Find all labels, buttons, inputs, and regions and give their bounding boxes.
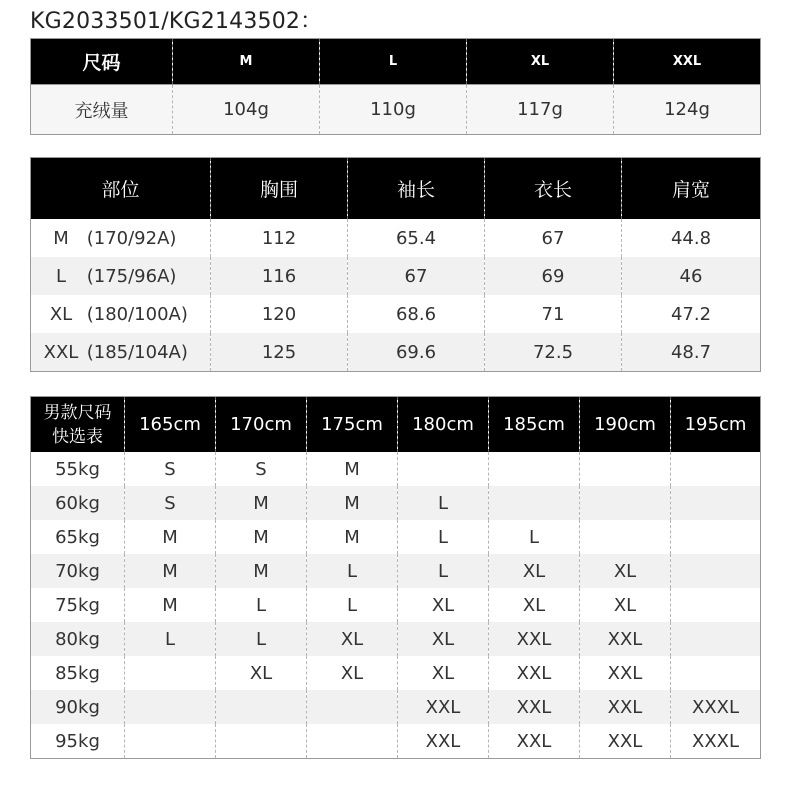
height-header: 195cm — [671, 397, 761, 453]
table-row — [31, 219, 761, 257]
size-cell — [216, 724, 307, 759]
size-cell — [580, 486, 671, 520]
size-label: XXL — [43, 341, 79, 363]
size-cell: XL — [398, 656, 489, 690]
table-row — [31, 486, 761, 520]
measurement-table — [30, 157, 761, 372]
size-cell: XXL — [580, 622, 671, 656]
header-length: 衣长 — [485, 158, 622, 220]
size-cell: XL — [489, 554, 580, 588]
size-cell — [489, 486, 580, 520]
shoulder-value: 47.2 — [622, 295, 761, 333]
spec-label: (175/96A) — [86, 265, 177, 287]
header-sleeve: 袖长 — [348, 158, 485, 220]
sleeve-value: 65.4 — [348, 219, 485, 257]
size-cell — [398, 452, 489, 486]
size-cell: M — [307, 452, 398, 486]
size-cell: XXL — [489, 622, 580, 656]
size-cell: XXL — [398, 724, 489, 759]
table-row — [31, 452, 761, 486]
size-label: XL — [49, 303, 73, 325]
length-value: 71 — [485, 295, 622, 333]
size-cell: XXL — [580, 724, 671, 759]
page-title: KG2033501/KG2143502： — [30, 9, 323, 34]
height-header: 165cm — [125, 397, 216, 453]
table-row — [31, 520, 761, 554]
size-spec-cell — [31, 219, 211, 257]
size-spec-cell — [31, 295, 211, 333]
size-cell: XL — [398, 588, 489, 622]
table-row — [31, 588, 761, 622]
size-cell — [671, 588, 761, 622]
corner-line-2: 快选表 — [52, 426, 103, 447]
weight-label: 95kg — [31, 724, 125, 759]
corner-line-1: 男款尺码 — [43, 402, 112, 423]
size-cell: M — [307, 486, 398, 520]
size-cell: L — [489, 520, 580, 554]
fill-value-xl: 117g — [467, 85, 614, 135]
weight-label: 55kg — [31, 452, 125, 486]
weight-label: 60kg — [31, 486, 125, 520]
size-spec-cell — [31, 257, 211, 295]
spec-label: (185/104A) — [86, 341, 188, 363]
size-cell: M — [125, 520, 216, 554]
fill-header-row — [31, 39, 761, 85]
table-row — [31, 295, 761, 333]
size-cell: S — [216, 452, 307, 486]
size-cell: XXL — [398, 690, 489, 724]
size-cell: XL — [489, 588, 580, 622]
size-cell: S — [125, 452, 216, 486]
size-cell: XL — [580, 588, 671, 622]
table-row — [31, 257, 761, 295]
size-cell: XXL — [489, 690, 580, 724]
size-cell — [671, 520, 761, 554]
size-cell — [125, 690, 216, 724]
table-row — [31, 656, 761, 690]
fill-row-label: 充绒量 — [31, 85, 173, 135]
weight-label: 90kg — [31, 690, 125, 724]
fill-value-row — [31, 85, 761, 135]
shoulder-value: 44.8 — [622, 219, 761, 257]
fill-weight-table — [30, 38, 761, 135]
size-header: 尺码 — [31, 39, 173, 85]
table-row — [31, 690, 761, 724]
table-row — [31, 724, 761, 759]
height-header: 185cm — [489, 397, 580, 453]
sleeve-value: 68.6 — [348, 295, 485, 333]
table-row — [31, 333, 761, 372]
header-part: 部位 — [31, 158, 211, 220]
shoulder-value: 46 — [622, 257, 761, 295]
sleeve-value: 69.6 — [348, 333, 485, 372]
size-m: M — [173, 39, 320, 85]
size-cell: M — [216, 520, 307, 554]
size-cell: L — [307, 554, 398, 588]
size-cell — [671, 486, 761, 520]
header-chest: 胸围 — [211, 158, 348, 220]
size-cell — [671, 622, 761, 656]
size-cell — [580, 452, 671, 486]
size-cell: L — [398, 554, 489, 588]
size-cell — [125, 724, 216, 759]
size-cell: L — [125, 622, 216, 656]
height-header: 190cm — [580, 397, 671, 453]
height-header: 170cm — [216, 397, 307, 453]
quick-header-row — [31, 397, 761, 453]
weight-label: 70kg — [31, 554, 125, 588]
size-cell: M — [125, 588, 216, 622]
size-cell: L — [216, 622, 307, 656]
size-cell: M — [307, 520, 398, 554]
size-cell: L — [216, 588, 307, 622]
corner-header — [31, 397, 125, 453]
size-cell: M — [125, 554, 216, 588]
chest-value: 112 — [211, 219, 348, 257]
size-cell: XXL — [489, 656, 580, 690]
size-cell: M — [216, 554, 307, 588]
size-cell: XL — [398, 622, 489, 656]
quick-size-table — [30, 396, 761, 759]
chest-value: 120 — [211, 295, 348, 333]
measurement-header-row — [31, 158, 761, 220]
weight-label: 80kg — [31, 622, 125, 656]
size-label: M — [53, 227, 69, 249]
length-value: 72.5 — [485, 333, 622, 372]
table-row — [31, 622, 761, 656]
size-cell: S — [125, 486, 216, 520]
weight-label: 85kg — [31, 656, 125, 690]
size-l: L — [320, 39, 467, 85]
fill-value-l: 110g — [320, 85, 467, 135]
size-cell: XXXL — [671, 690, 761, 724]
size-cell: XL — [216, 656, 307, 690]
size-cell — [580, 520, 671, 554]
size-cell: XXL — [580, 690, 671, 724]
size-cell — [307, 724, 398, 759]
spec-label: (170/92A) — [86, 227, 177, 249]
size-xxl: XXL — [614, 39, 761, 85]
size-cell: XL — [307, 622, 398, 656]
sleeve-value: 67 — [348, 257, 485, 295]
size-cell: XL — [580, 554, 671, 588]
weight-label: 75kg — [31, 588, 125, 622]
size-cell: L — [307, 588, 398, 622]
header-shoulder: 肩宽 — [622, 158, 761, 220]
chest-value: 125 — [211, 333, 348, 372]
spec-label: (180/100A) — [86, 303, 188, 325]
weight-label: 65kg — [31, 520, 125, 554]
size-cell — [216, 690, 307, 724]
fill-value-m: 104g — [173, 85, 320, 135]
size-cell: L — [398, 520, 489, 554]
height-header: 175cm — [307, 397, 398, 453]
size-label: L — [55, 265, 67, 287]
size-cell: L — [398, 486, 489, 520]
size-cell: XXL — [489, 724, 580, 759]
chest-value: 116 — [211, 257, 348, 295]
size-cell — [671, 656, 761, 690]
length-value: 69 — [485, 257, 622, 295]
size-cell: XXXL — [671, 724, 761, 759]
size-cell: XL — [307, 656, 398, 690]
shoulder-value: 48.7 — [622, 333, 761, 372]
fill-value-xxl: 124g — [614, 85, 761, 135]
size-cell: XXL — [580, 656, 671, 690]
size-cell: M — [216, 486, 307, 520]
size-cell — [489, 452, 580, 486]
size-cell — [671, 452, 761, 486]
size-cell — [307, 690, 398, 724]
size-cell — [125, 656, 216, 690]
table-row — [31, 554, 761, 588]
size-cell — [671, 554, 761, 588]
size-spec-cell — [31, 333, 211, 372]
height-header: 180cm — [398, 397, 489, 453]
size-xl: XL — [467, 39, 614, 85]
length-value: 67 — [485, 219, 622, 257]
